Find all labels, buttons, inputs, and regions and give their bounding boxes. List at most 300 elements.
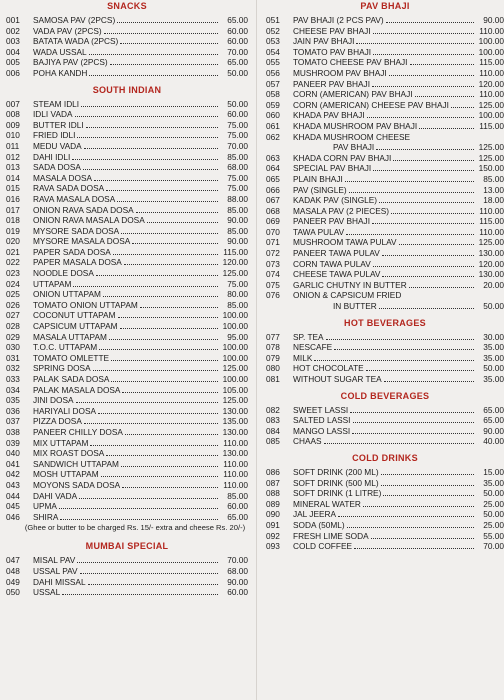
item-name: CORN TAWA PULAV xyxy=(293,258,371,269)
item-code: 008 xyxy=(6,109,20,120)
item-code: 081 xyxy=(266,374,280,384)
dot-leader xyxy=(373,266,474,267)
menu-item xyxy=(6,300,248,311)
menu-item xyxy=(6,459,248,470)
menu-item xyxy=(266,47,504,58)
dot-leader xyxy=(96,275,218,276)
item-code: 057 xyxy=(266,78,280,89)
item-code: 040 xyxy=(6,448,20,459)
dot-leader xyxy=(83,169,218,170)
dot-leader xyxy=(109,339,218,340)
item-code: 032 xyxy=(6,363,20,374)
item-code: 010 xyxy=(6,130,20,141)
menu-item xyxy=(6,152,248,163)
menu-item xyxy=(6,26,248,37)
item-code: 025 xyxy=(6,289,20,300)
menu-item xyxy=(6,205,248,216)
item-price: 85.00 xyxy=(227,204,248,215)
section-note: (Ghee or butter to be charged Rs. 15/- extra and cheese Rs. 20/-) xyxy=(24,523,246,533)
menu-item xyxy=(6,47,248,58)
item-name: DAHI MISSAL xyxy=(33,576,86,587)
item-name: ONION UTTAPAM xyxy=(33,289,101,300)
item-code: 004 xyxy=(6,46,20,57)
item-name: MEDU VADA xyxy=(33,140,82,151)
item-name: KHADA MUSHROOM CHEESE xyxy=(293,131,411,142)
item-price: 125.00 xyxy=(478,152,504,163)
item-code: 077 xyxy=(266,331,280,342)
item-price: 120.00 xyxy=(222,257,248,268)
item-price: 110.00 xyxy=(223,469,248,480)
menu-item xyxy=(266,227,504,238)
menu-item xyxy=(6,353,248,364)
menu-item xyxy=(6,194,248,205)
item-name: STEAM IDLI xyxy=(33,98,80,109)
menu-item xyxy=(266,57,504,68)
item-price: 90.00 xyxy=(483,15,504,25)
item-name: DAHI IDLI xyxy=(33,151,71,162)
item-code: 091 xyxy=(266,519,280,530)
item-name: RAVA MASALA DOSA xyxy=(33,193,116,204)
item-price: 50.00 xyxy=(483,363,504,374)
menu-item xyxy=(6,491,248,502)
item-price: 65.00 xyxy=(483,415,504,426)
item-name: SWEET LASSI xyxy=(293,404,349,415)
menu-item xyxy=(6,395,248,406)
menu-item xyxy=(6,374,248,385)
dot-leader xyxy=(113,254,218,255)
menu-item xyxy=(266,248,504,259)
item-name: SAMOSA PAV (2PCS) xyxy=(33,15,116,25)
item-price: 85.00 xyxy=(483,173,504,184)
item-name: KHADA PAV BHAJI xyxy=(293,110,365,121)
dot-leader xyxy=(372,86,474,87)
dot-leader xyxy=(104,33,218,34)
menu-item xyxy=(266,110,504,121)
dot-leader xyxy=(84,423,218,424)
item-name: SALTED LASSI xyxy=(293,415,351,426)
menu-item xyxy=(266,206,504,217)
dot-leader xyxy=(391,213,474,214)
dot-leader xyxy=(121,466,218,467)
dot-leader xyxy=(101,476,218,477)
item-name: SADA DOSA xyxy=(33,162,81,173)
item-code: 086 xyxy=(266,466,280,477)
item-price: 90.00 xyxy=(483,425,504,436)
item-price: 75.00 xyxy=(227,172,248,183)
menu-item xyxy=(266,15,504,26)
item-name: MYSORE MASALA DOSA xyxy=(33,236,131,247)
menu-item xyxy=(6,512,248,523)
menu-item xyxy=(6,15,248,26)
dot-leader xyxy=(345,181,474,182)
item-price: 110.00 xyxy=(223,458,248,469)
item-price: 70.00 xyxy=(483,541,504,552)
dot-leader xyxy=(111,381,218,382)
menu-item xyxy=(266,121,504,132)
menu-item xyxy=(266,509,504,520)
menu-item xyxy=(6,385,248,396)
item-price: 130.00 xyxy=(222,426,248,437)
menu-item xyxy=(266,363,504,374)
item-price: 60.00 xyxy=(227,501,248,512)
dot-leader xyxy=(140,307,218,308)
item-code: 093 xyxy=(266,541,280,552)
menu-item xyxy=(266,405,504,416)
menu-item xyxy=(266,467,504,478)
item-price: 65.00 xyxy=(227,57,248,68)
item-price: 125.00 xyxy=(478,237,504,248)
dot-leader xyxy=(118,317,218,318)
menu-item xyxy=(266,259,504,270)
item-name: PANEER PAV BHAJI xyxy=(293,78,370,89)
item-price: 100.00 xyxy=(222,321,248,332)
item-price: 90.00 xyxy=(227,576,248,587)
section-title: COLD BEVERAGES xyxy=(340,390,430,401)
item-code: 059 xyxy=(266,99,280,110)
item-code: 067 xyxy=(266,195,280,206)
item-code: 012 xyxy=(6,151,20,162)
menu-item xyxy=(266,290,504,301)
menu-section-hot-beverages xyxy=(266,317,504,390)
dot-leader xyxy=(379,308,474,309)
menu-item xyxy=(6,416,248,427)
item-price: 18.00 xyxy=(483,195,504,206)
item-name: HOT CHOCOLATE xyxy=(293,363,364,374)
menu-item xyxy=(6,162,248,173)
dot-leader xyxy=(373,170,474,171)
item-price: 35.00 xyxy=(483,342,504,353)
item-name: SOFT DRINK (500 ML) xyxy=(293,477,379,488)
dot-leader xyxy=(354,548,474,549)
item-price: 35.00 xyxy=(483,374,504,384)
item-price: 100.00 xyxy=(222,374,248,384)
item-name: MUSHROOM TAWA PULAV xyxy=(293,237,397,248)
dot-leader xyxy=(89,75,218,76)
menu-item xyxy=(6,342,248,353)
item-price: 35.00 xyxy=(483,352,504,363)
dot-leader xyxy=(415,96,474,97)
dot-leader xyxy=(132,243,218,244)
item-code: 006 xyxy=(6,67,20,78)
item-price: 150.00 xyxy=(478,163,504,174)
dot-leader xyxy=(77,562,218,563)
menu-item xyxy=(6,438,248,449)
item-code: 082 xyxy=(266,404,280,415)
item-name: FRESH LIME SODA xyxy=(293,530,369,541)
item-code: 028 xyxy=(6,321,20,332)
menu-item xyxy=(6,289,248,300)
menu-item xyxy=(6,173,248,184)
item-price: 65.00 xyxy=(483,404,504,415)
item-price: 13.00 xyxy=(483,184,504,195)
item-code: 029 xyxy=(6,331,20,342)
item-code: 035 xyxy=(6,395,20,406)
item-price: 70.00 xyxy=(227,46,248,57)
item-code: 009 xyxy=(6,119,20,130)
item-name: NOODLE DOSA xyxy=(33,268,94,279)
item-code: 037 xyxy=(6,416,20,427)
item-name: SP. TEA xyxy=(293,331,324,342)
item-name: T.O.C. UTTAPAM xyxy=(33,342,98,353)
menu-item xyxy=(266,353,504,364)
item-code: 064 xyxy=(266,163,280,174)
dot-leader xyxy=(80,573,218,574)
item-name: USSAL xyxy=(33,587,61,598)
item-name: WADA USSAL xyxy=(33,46,87,57)
item-code: 080 xyxy=(266,363,280,374)
item-price: 65.00 xyxy=(227,511,248,522)
item-price: 80.00 xyxy=(227,289,248,300)
item-code: 053 xyxy=(266,36,280,47)
item-name: CORN (AMERICAN) PAV BHAJI xyxy=(293,89,413,100)
item-price: 90.00 xyxy=(227,236,248,247)
item-price: 20.00 xyxy=(483,279,504,290)
menu-item xyxy=(266,195,504,206)
item-code: 076 xyxy=(266,290,280,301)
item-code: 033 xyxy=(6,374,20,384)
menu-column-right xyxy=(266,0,504,557)
dot-leader xyxy=(346,234,474,235)
item-price: 15.00 xyxy=(483,466,504,477)
item-price: 90.00 xyxy=(227,215,248,226)
item-price: 75.00 xyxy=(227,183,248,194)
dot-leader xyxy=(77,137,218,138)
item-code: 019 xyxy=(6,225,20,236)
item-price: 25.00 xyxy=(483,498,504,509)
dot-leader xyxy=(381,485,474,486)
menu-item xyxy=(6,406,248,417)
item-price: 50.00 xyxy=(227,67,248,78)
dot-leader xyxy=(122,487,218,488)
item-code: 084 xyxy=(266,425,280,436)
item-code: 071 xyxy=(266,237,280,248)
item-code: 014 xyxy=(6,172,20,183)
item-code: 011 xyxy=(6,140,20,151)
dot-leader xyxy=(106,455,218,456)
item-name: PANEER CHILLY DOSA xyxy=(33,426,123,437)
item-name: BATATA WADA (2PCS) xyxy=(33,36,119,47)
menu-item xyxy=(266,89,504,100)
item-code: 065 xyxy=(266,173,280,184)
dot-leader xyxy=(60,519,218,520)
item-code: 061 xyxy=(266,120,280,131)
dot-leader xyxy=(410,64,475,65)
item-code: 070 xyxy=(266,226,280,237)
dot-leader xyxy=(125,434,218,435)
dot-leader xyxy=(98,413,218,414)
menu-item xyxy=(266,478,504,489)
item-code: 055 xyxy=(266,57,280,68)
item-name: PALAK MASALA DOSA xyxy=(33,384,121,395)
item-name: BAJIYA PAV (2PCS) xyxy=(33,57,108,68)
menu-item xyxy=(6,566,248,577)
dot-leader xyxy=(326,339,474,340)
dot-leader xyxy=(136,212,218,213)
item-price: 70.00 xyxy=(227,140,248,151)
menu-section-south-indian xyxy=(6,84,248,541)
menu-item xyxy=(6,236,248,247)
menu-item xyxy=(266,100,504,111)
item-code: 015 xyxy=(6,183,20,194)
dot-leader xyxy=(147,222,218,223)
item-name: MISAL PAV xyxy=(33,555,76,566)
item-code: 069 xyxy=(266,216,280,227)
menu-section-cold-drinks xyxy=(266,452,504,557)
item-price: 60.00 xyxy=(227,36,248,47)
dot-leader xyxy=(111,360,218,361)
dot-leader xyxy=(117,201,218,202)
item-name: PAPER SADA DOSA xyxy=(33,246,111,257)
item-code: 092 xyxy=(266,530,280,541)
dot-leader xyxy=(81,106,218,107)
column-divider xyxy=(256,0,257,700)
item-name: CHAAS xyxy=(293,436,322,447)
item-price: 35.00 xyxy=(483,477,504,488)
item-price: 120.00 xyxy=(478,78,504,89)
item-code: 039 xyxy=(6,437,20,448)
item-price: 25.00 xyxy=(483,519,504,530)
menu-item xyxy=(6,587,248,598)
dot-leader xyxy=(356,43,474,44)
item-code: 068 xyxy=(266,205,280,216)
item-name: RAVA SADA DOSA xyxy=(33,183,105,194)
item-price: 85.00 xyxy=(227,151,248,162)
menu-item xyxy=(6,279,248,290)
item-price: 75.00 xyxy=(227,130,248,141)
item-name: MINERAL WATER xyxy=(293,498,361,509)
menu-item xyxy=(266,216,504,227)
dot-leader xyxy=(314,360,474,361)
item-name: MASALA UTTAPAM xyxy=(33,331,107,342)
item-name: MOYONS SADA DOSA xyxy=(33,479,121,490)
item-code: 074 xyxy=(266,269,280,280)
item-price: 50.00 xyxy=(227,98,248,109)
item-code: 060 xyxy=(266,110,280,121)
item-name: SOFT DRINK (1 LITRE) xyxy=(293,488,382,499)
menu-item xyxy=(6,332,248,343)
item-name: JAL JEERA xyxy=(293,509,337,520)
item-name: PANEER PAV BHAJI xyxy=(293,216,370,227)
menu-item xyxy=(6,501,248,512)
dot-leader xyxy=(75,116,219,117)
item-name: HARIYALI DOSA xyxy=(33,405,97,416)
dot-leader xyxy=(110,64,218,65)
menu-item xyxy=(266,426,504,437)
item-code: 003 xyxy=(6,36,20,47)
dot-leader xyxy=(451,107,474,108)
item-code: 090 xyxy=(266,509,280,520)
item-price: 100.00 xyxy=(222,352,248,363)
item-name: PAPER MASALA DOSA xyxy=(33,257,122,268)
item-code: 027 xyxy=(6,310,20,321)
dot-leader xyxy=(399,244,474,245)
item-name: UTTAPAM xyxy=(33,278,72,289)
menu-item xyxy=(6,141,248,152)
item-name: PAV BHAJI xyxy=(333,142,375,153)
dot-leader xyxy=(120,328,218,329)
item-name: ONION RAVA SADA DOSA xyxy=(33,204,134,215)
dot-leader xyxy=(79,498,218,499)
menu-item xyxy=(266,79,504,90)
menu-item xyxy=(266,142,504,153)
item-price: 130.00 xyxy=(222,448,248,459)
item-name: POHA KANDH xyxy=(33,67,88,78)
menu-item xyxy=(6,226,248,237)
menu-item xyxy=(266,163,504,174)
menu-item xyxy=(6,363,248,374)
menu-item xyxy=(6,268,248,279)
section-title: MUMBAI SPECIAL xyxy=(85,541,169,552)
item-name: WITHOUT SUGAR TEA xyxy=(293,374,382,384)
item-code: 023 xyxy=(6,268,20,279)
item-price: 125.00 xyxy=(222,268,248,279)
dot-leader xyxy=(120,43,218,44)
menu-item xyxy=(266,153,504,164)
menu-item xyxy=(6,99,248,110)
dot-leader xyxy=(389,75,474,76)
item-code: 087 xyxy=(266,477,280,488)
item-name: TOMATO PAV BHAJI xyxy=(293,46,372,57)
item-name: MYSORE SADA DOSA xyxy=(33,225,120,236)
menu-item xyxy=(266,26,504,37)
dot-leader xyxy=(86,127,218,128)
item-name: CORN (AMERICAN) CHEESE PAV BHAJI xyxy=(293,99,449,110)
item-name: NESCAFE xyxy=(293,342,333,353)
item-price: 30.00 xyxy=(483,331,504,342)
dot-leader xyxy=(73,286,218,287)
menu-item xyxy=(6,448,248,459)
item-code: 017 xyxy=(6,204,20,215)
dot-leader xyxy=(117,22,218,23)
item-price: 60.00 xyxy=(227,587,248,598)
item-price: 115.00 xyxy=(479,57,504,68)
menu-item xyxy=(6,57,248,68)
menu-item xyxy=(266,280,504,291)
item-price: 50.00 xyxy=(483,488,504,499)
item-price: 110.00 xyxy=(223,437,248,448)
item-code: 038 xyxy=(6,426,20,437)
dot-leader xyxy=(89,54,218,55)
item-price: 75.00 xyxy=(227,278,248,289)
item-code: 088 xyxy=(266,488,280,499)
item-price: 100.00 xyxy=(478,36,504,47)
item-name: PIZZA DOSA xyxy=(33,416,82,427)
item-name: UPMA xyxy=(33,501,57,512)
item-price: 130.00 xyxy=(478,248,504,259)
item-price: 120.00 xyxy=(478,258,504,269)
item-name: SODA (50ML) xyxy=(293,519,345,530)
dot-leader xyxy=(382,255,474,256)
item-name: ONION & CAPSICUM FRIED xyxy=(293,290,402,301)
menu-item xyxy=(266,488,504,499)
item-code: 073 xyxy=(266,258,280,269)
item-name: USSAL PAV xyxy=(33,565,78,576)
item-code: 026 xyxy=(6,299,20,310)
item-price: 110.00 xyxy=(479,67,504,78)
menu-item xyxy=(266,332,504,343)
item-code: 085 xyxy=(266,436,280,447)
item-name: COLD COFFEE xyxy=(293,541,353,552)
section-title: SNACKS xyxy=(107,1,147,11)
item-code: 066 xyxy=(266,184,280,195)
menu-item xyxy=(266,269,504,280)
dot-leader xyxy=(363,506,474,507)
dot-leader xyxy=(99,349,218,350)
item-name: SHIRA xyxy=(33,511,59,522)
menu-column-left xyxy=(6,0,248,603)
item-price: 95.00 xyxy=(227,331,248,342)
item-price: 115.00 xyxy=(479,120,504,131)
